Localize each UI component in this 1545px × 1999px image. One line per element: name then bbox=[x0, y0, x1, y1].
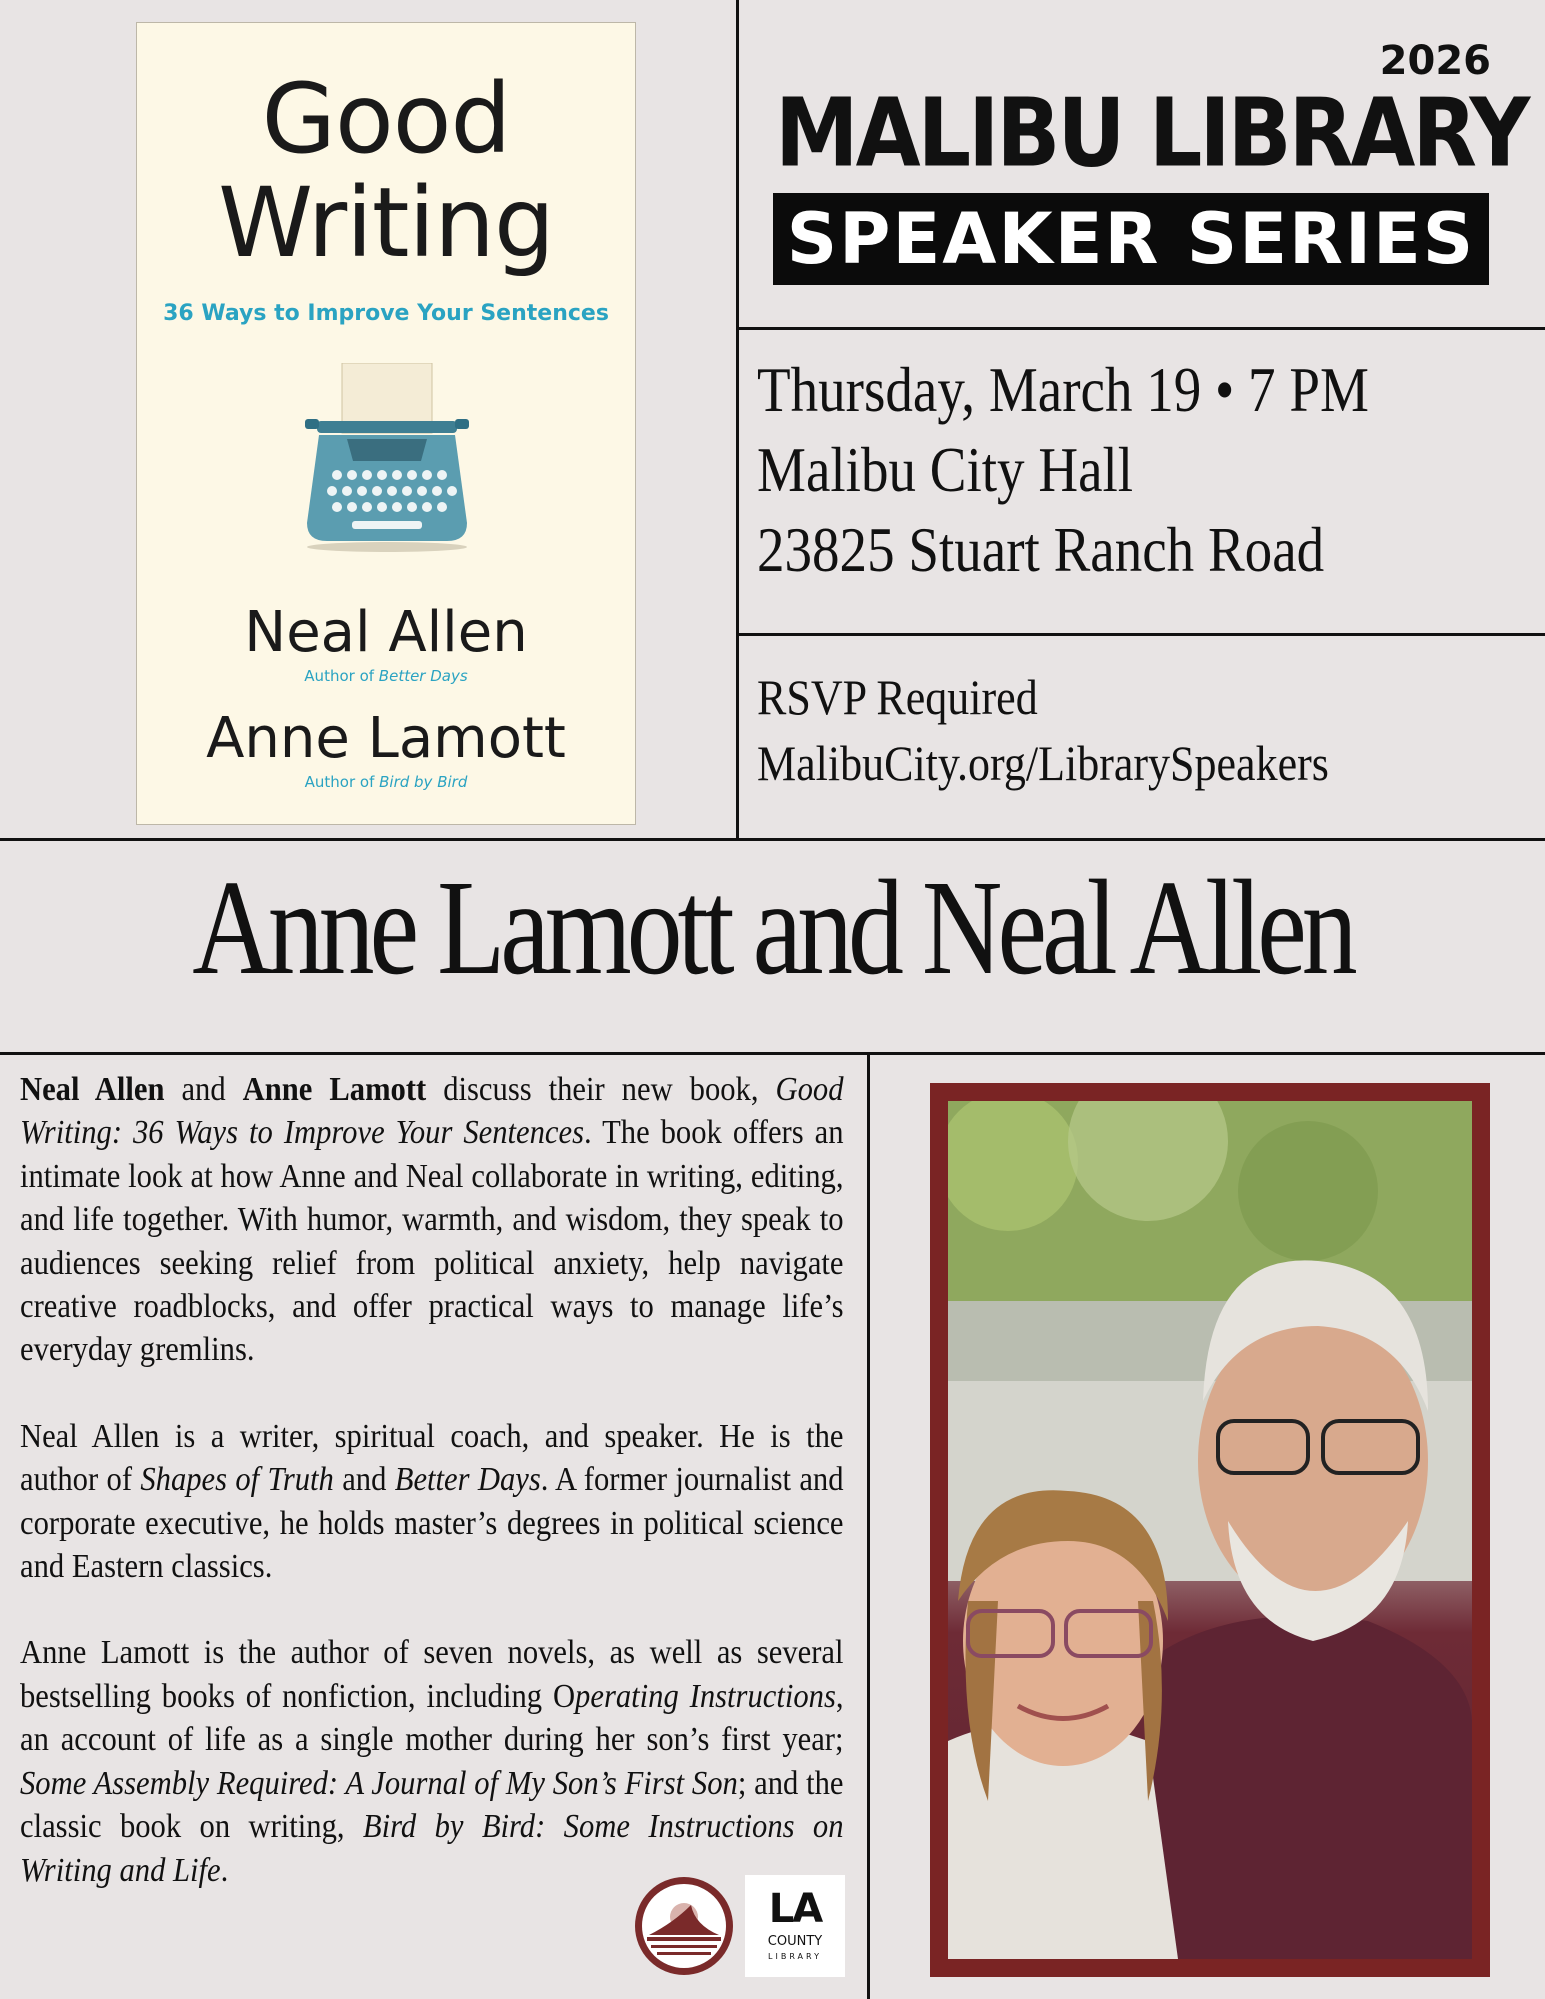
p2-text-2: and bbox=[333, 1461, 395, 1499]
rsvp-label: RSVP Required bbox=[757, 669, 1038, 725]
description-paragraph-3 bbox=[20, 1631, 844, 1891]
divider-top-section bbox=[0, 838, 1545, 841]
p3-text-3: ; and the classic book on writing, bbox=[20, 1764, 844, 1846]
divider-event-bottom bbox=[736, 633, 1545, 636]
city-of-malibu-seal-icon bbox=[633, 1875, 735, 1977]
p1-book-title: Good Writing: 36 Ways to Improve Your Sentences bbox=[20, 1071, 844, 1152]
text-and: and bbox=[164, 1071, 243, 1108]
cover-author1-note-book: Better Days bbox=[378, 667, 468, 685]
p2-text-1: Neal Allen is a writer, spiritual coach, and speaker. He is the author of bbox=[20, 1417, 844, 1499]
cover-author-anne-lamott: Anne Lamott bbox=[206, 706, 566, 771]
p3-text-1: Anne Lamott is the author of seven novels, as well as several bestselling books of nonfiction, including O bbox=[20, 1634, 844, 1715]
speaker-photo-frame bbox=[930, 1083, 1490, 1977]
p1-text-2: . The book offers an intimate look at how Anne and Neal collaborate in writing, editing, and life together. With humor, warmth, and wisdom, they speak to audiences seeking relief from political anxiety, help navigate creative roadblocks, and offer practical ways to manage life’s everyday gremlins. bbox=[20, 1114, 844, 1369]
divider-header-bottom bbox=[736, 327, 1545, 330]
typewriter-icon bbox=[297, 363, 477, 553]
la-county-library-logo bbox=[745, 1875, 845, 1977]
cover-title-line1: Good bbox=[261, 63, 511, 175]
divider-heading-bottom bbox=[0, 1052, 1545, 1055]
cover-author1-note bbox=[137, 667, 635, 685]
cover-author-neal-allen: Neal Allen bbox=[244, 600, 528, 665]
p3-book-3: Bird by Bird: Some Instructions on Writing and Life bbox=[20, 1808, 844, 1889]
event-description bbox=[20, 1068, 844, 1892]
p1-text-1: discuss their new book, bbox=[426, 1071, 776, 1108]
book-cover bbox=[136, 22, 636, 825]
speakers-heading: Anne Lamott and Neal Allen bbox=[192, 853, 1353, 1003]
cover-author2-note-book: Bird by Bird bbox=[379, 773, 468, 791]
library-title: MALIBU LIBRARY bbox=[775, 78, 1528, 188]
name-neal-allen: Neal Allen bbox=[20, 1071, 165, 1108]
p2-book-1: Shapes of Truth bbox=[140, 1461, 334, 1499]
event-venue: Malibu City Hall bbox=[757, 434, 1134, 505]
p3-book-1: perating Instructions bbox=[575, 1677, 836, 1715]
event-address: 23825 Stuart Ranch Road bbox=[757, 514, 1325, 585]
description-paragraph-1 bbox=[20, 1068, 844, 1372]
la-county-logo-la: LA bbox=[768, 1886, 822, 1932]
speaker-photo bbox=[948, 1101, 1472, 1959]
speaker-series-banner: SPEAKER SERIES bbox=[773, 193, 1489, 285]
speaker-photo-illustration bbox=[948, 1101, 1472, 1959]
cover-author2-note bbox=[137, 773, 635, 791]
cover-author1-note-prefix: Author of bbox=[304, 667, 379, 685]
name-anne-lamott: Anne Lamott bbox=[242, 1071, 427, 1108]
event-datetime: Thursday, March 19 • 7 PM bbox=[757, 354, 1369, 425]
la-county-logo-library: LIBRARY bbox=[768, 1952, 822, 1961]
p2-book-2: Better Days bbox=[394, 1461, 541, 1499]
p3-text-4: . bbox=[220, 1851, 229, 1889]
la-county-logo-county: COUNTY bbox=[767, 1934, 823, 1949]
divider-vertical-top bbox=[736, 0, 739, 840]
rsvp-url[interactable]: MalibuCity.org/LibrarySpeakers bbox=[757, 735, 1329, 791]
p3-text-2: , an account of life as a single mother during her son’s first year; bbox=[20, 1677, 844, 1759]
cover-subtitle: 36 Ways to Improve Your Sentences bbox=[163, 301, 609, 326]
divider-vertical-bottom bbox=[867, 1052, 870, 1999]
p3-book-2: Some Assembly Required: A Journal of My Son’s First Son bbox=[20, 1764, 738, 1802]
cover-author2-note-prefix: Author of bbox=[304, 773, 380, 791]
description-paragraph-2 bbox=[20, 1415, 844, 1589]
p2-text-3: . A former journalist and corporate executive, he holds master’s degrees in political science and Eastern classics. bbox=[20, 1461, 844, 1586]
cover-title-line2: Writing bbox=[218, 167, 554, 279]
series-year: 2026 bbox=[1379, 38, 1491, 84]
